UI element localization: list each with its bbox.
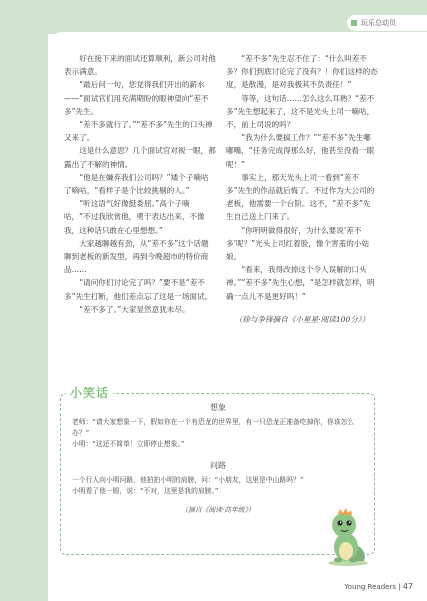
joke-line: 小明：“这还不简单！立即停止想象。” xyxy=(72,440,185,448)
left-strip xyxy=(0,34,48,601)
paragraph: “看来，我得改掉这个令人误解的口头禅。”“差不多”先生心想，“是怎样就怎样，明确一点儿不是更好吗！” xyxy=(226,265,375,301)
joke-line: 一个行人向小明问路，他拍拍小明的肩膀，问：“小朋友，这里是中山路吗？” xyxy=(72,476,304,484)
paragraph: “差不多了。”大家显然意犹未尽。 xyxy=(79,304,190,314)
paragraph: 好在接下来的面试还算顺利，新公司对他表示满意。 xyxy=(64,54,216,77)
joke-line: 老师：“请大家想象一下，假如你在一个有恐龙的世界里，有一只恐龙正准备吃掉你，你该怎么办？” xyxy=(72,418,355,437)
paragraph: “他是在嫌弃我们公司吗？”矮个子嘀咕了嘀咕，“看样子是个比较挑剔的人。” xyxy=(64,172,209,196)
paragraph: “最后问一句，您觉得我们开出的薪水——”面试官们用充满期盼的眼神望向“差不多”先生。 xyxy=(64,80,209,116)
article-column-right xyxy=(226,52,378,326)
page-number: 47 xyxy=(402,582,413,591)
square-icon xyxy=(351,20,357,26)
paragraph: 事实上，那天光头上司一看到“差不多”先生的作品就后悔了。不过作为大公司的老板，他需要一个台阶。这不，“差不多”先生自己送上门来了。 xyxy=(226,172,375,222)
section-tab xyxy=(347,15,427,31)
paragraph: “你明明做得很好，为什么要说‘差不多’呢？”光头上司红着脸，像个害羞的小姑娘。 xyxy=(226,225,370,262)
magazine-name: Young Readers xyxy=(344,583,396,591)
paragraph: “差不多”先生忍不住了：“什么叫差不多？你们到底讨论完了没有？！你们这样的态度，是散漫，是对我极其不负责任！” xyxy=(226,54,378,90)
paragraph: “听这语气好像挺委屈。”高个子嘀咕，“不过我欣赏他，勇于表达出来，不像我，这种话只敢在心里想想。” xyxy=(64,199,205,235)
paragraph: 等等，这句话……怎么这么耳熟？“差不多”先生想起来了，这不是光头上司一嘀咕，不，前上司说的吗？ xyxy=(226,93,375,130)
page-footer: Young Readers | 47 xyxy=(344,582,413,591)
jokes-title: 小笑话 xyxy=(66,384,113,402)
paragraph: “我为什么要搞工作？”“差不多”先生嘟嘟嘴，“任务完成得那么好，他甚至没看一眼呢！” xyxy=(226,133,375,169)
article-column-left xyxy=(64,52,216,316)
paragraph: “差不多就行了。”“差不多”先生的口头禅又来了。 xyxy=(64,120,213,143)
jokes-content xyxy=(72,400,364,516)
paragraph: 大家越聊越有劲，从“差不多”这个话题聊到老板的新发型，再到今晚超市的特价商品…… xyxy=(64,238,209,275)
paragraph: 这是什么意思？几个面试官对视一眼，都露出了不解的神情。 xyxy=(64,146,216,169)
jokes-source: （摘自《阅读·高年级》） xyxy=(181,506,255,514)
dinosaur-illustration xyxy=(322,503,372,567)
joke-title: 问路 xyxy=(210,461,226,470)
joke-title: 想象 xyxy=(210,403,226,412)
section-label: 玩乐总动员 xyxy=(361,19,396,27)
article-source: （徐与争锋摘自《小星星·阅读100分》） xyxy=(234,314,370,324)
paragraph: “请问你们讨论完了吗？”要不是“差不多”先生打断，他们差点忘了这是一场面试。 xyxy=(64,278,213,301)
joke-line: 小明看了他一眼，说：“不对，这里是我的肩膀。” xyxy=(72,487,219,495)
